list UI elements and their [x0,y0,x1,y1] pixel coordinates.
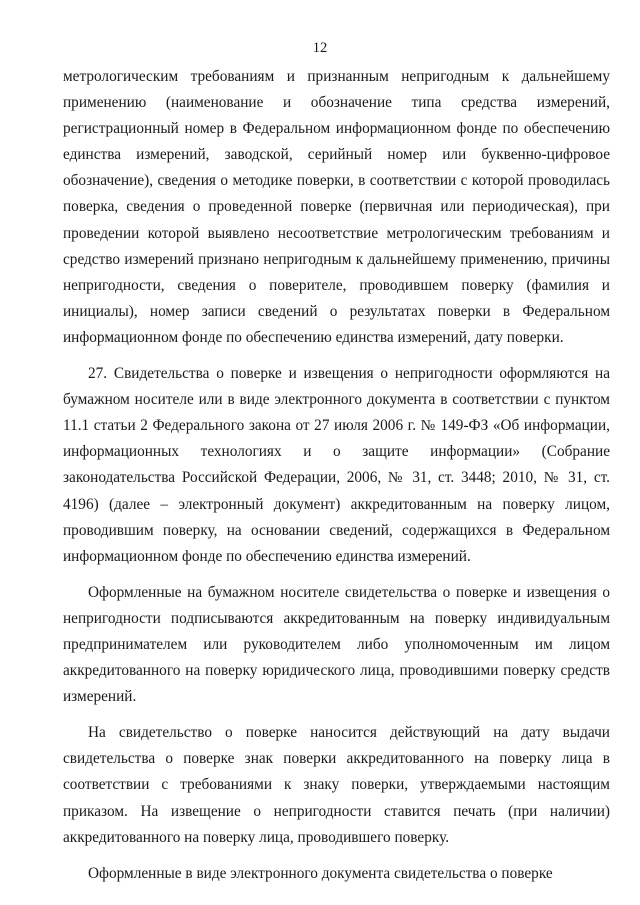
paragraph-paper-signing: Оформленные на бумажном носителе свидетельства о поверке и извещения о непригодности подписываются аккредитованным на поверку индивидуальным предпринимателем или руководителем либо уполномоченным им лицом аккредитованного на поверку юридического лица, проводившими поверку средств измерений. [63,583,610,706]
document-body [63,64,610,887]
paragraph-continuation: метрологическим требованиям и признанным непригодным к дальнейшему применению (наименование и обозначение типа средства измерений, регистрационный номер в Федеральном информационном фонде по обеспечению единства измерений, заводской, серийный номер или буквенно-цифровое обозначение), сведения о методике поверки, в соответствии с которой проводилась поверка, сведения о проведенной поверке (первичная или периодическая), при проведении которой выявлено несоответствие метрологическим требованиям и средство измерений признано непригодным к дальнейшему применению, причины непригодности, сведения о поверителе, проводившем поверку (фамилия и инициалы), номер записи сведений о результатах поверки в Федеральном информационном фонде по обеспечению единства измерений, дату поверки. [63,68,610,346]
page-number: 12 [312,40,328,56]
paragraph-verification-mark: На свидетельство о поверке наносится действующий на дату выдачи свидетельства о поверке знак поверки аккредитованного на поверку лица в соответствии с требованиями к знаку поверки, утверждаемыми настоящим приказом. На извещение о непригодности ставится печать (при наличии) аккредитованного на поверку лица, проводившего поверку. [63,724,610,846]
paragraph-item-27: 27. Свидетельства о поверке и извещения о непригодности оформляются на бумажном носителе или в виде электронного документа в соответствии с пунктом 11.1 статьи 2 Федерального закона от 27 июля 2006 г. № 149-ФЗ «Об информации, информационных технологиях и о защите информации» (Собрание законодательства Российской Федерации, 2006, № 31, ст. 3448; 2010, № 31, ст. 4196) (далее – электронный документ) аккредитованным на поверку лицом, проводившим поверку, на основании сведений, содержащихся в Федеральном информационном фонде по обеспечению единства измерений. [63,365,610,565]
paragraph-electronic-documents: Оформленные в виде электронного документа свидетельства о поверке [88,864,553,882]
